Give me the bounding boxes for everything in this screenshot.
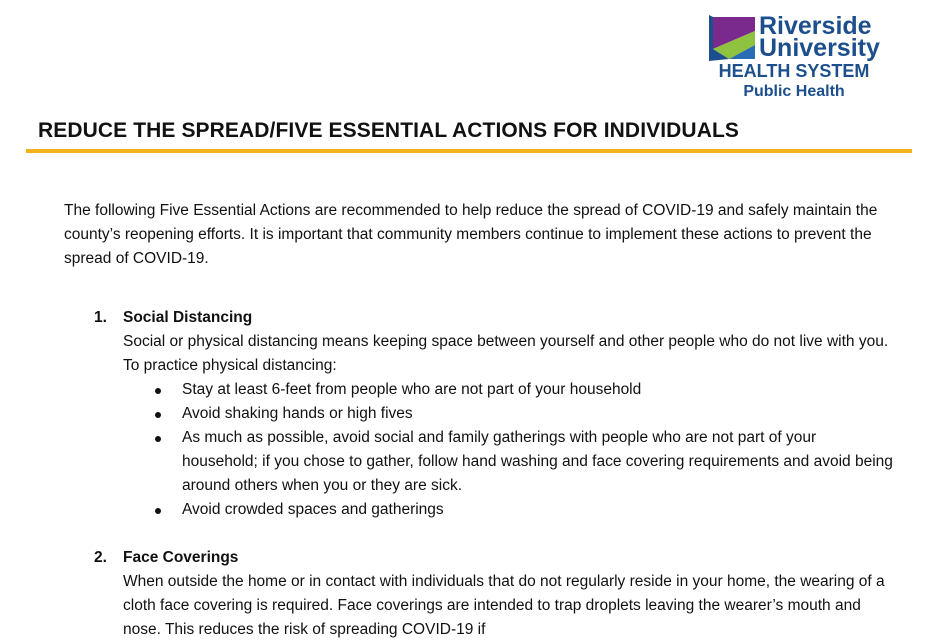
bullet-list	[123, 378, 894, 522]
action-number: 2.	[94, 549, 107, 566]
action-heading: Face Coverings	[123, 549, 239, 566]
logo-text-university: University	[759, 34, 880, 62]
title-divider	[26, 149, 912, 153]
action-item-face-coverings	[64, 546, 894, 640]
bullet-item: As much as possible, avoid social and family gatherings with people who are not part of your household; if you chose to gather, follow hand washing and face covering requirements and avoid being around others when you or they are sick.	[123, 426, 894, 498]
essential-actions-list	[64, 306, 894, 640]
logo-text-riverside: Riverside	[759, 12, 872, 40]
intro-paragraph: The following Five Essential Actions are recommended to help reduce the spread of COVID-19 and safely maintain the county’s reopening efforts. It is important that community members continue to implement these actions to prevent the spread of COVID-19.	[64, 202, 878, 267]
action-heading: Social Distancing	[123, 309, 253, 326]
organization-logo	[707, 12, 885, 104]
logo-text-health-system: HEALTH SYSTEM	[718, 61, 870, 81]
riverside-logo-icon	[709, 15, 755, 61]
bullet-item: Stay at least 6-feet from people who are not part of your household	[123, 378, 894, 402]
action-item-social-distancing	[64, 306, 894, 522]
bullet-item: Avoid crowded spaces and gatherings	[123, 498, 894, 522]
action-number: 1.	[94, 309, 107, 326]
document-body	[64, 199, 894, 640]
page-title: REDUCE THE SPREAD/FIVE ESSENTIAL ACTIONS FOR INDIVIDUALS	[38, 119, 739, 142]
bullet-item: Avoid shaking hands or high fives	[123, 402, 894, 426]
logo-text-public-health: Public Health	[743, 83, 845, 100]
action-description: Social or physical distancing means keeping space between yourself and other people who do not live with you. To practice physical distancing:	[123, 333, 889, 374]
action-description: When outside the home or in contact with individuals that do not regularly reside in your home, the wearing of a cloth face covering is required. Face coverings are intended to trap droplets leaving the wearer’s mouth and nose. This reduces the risk of spreading COVID-19 if	[123, 573, 885, 638]
